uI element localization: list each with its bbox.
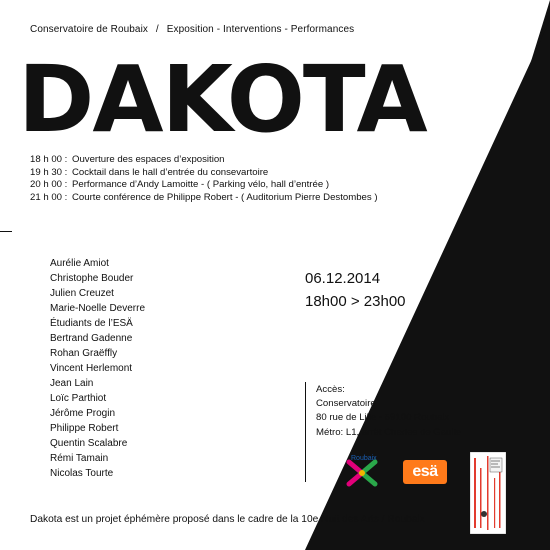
roubaix-logo-text: Roubaix bbox=[351, 455, 377, 462]
list-item: Jean Lain bbox=[50, 378, 94, 389]
esa-logo: esä bbox=[403, 460, 447, 484]
footer-note: Dakota est un projet éphémère proposé dans le cadre de la 10e Nuit des Arts / Roubaix bbox=[30, 514, 425, 525]
list-item: Nicolas Tourte bbox=[50, 468, 114, 479]
access-label: Accès: bbox=[316, 384, 345, 395]
list-item: Jérôme Progin bbox=[50, 408, 116, 419]
list-item: Bertrand Gadenne bbox=[50, 333, 133, 344]
nuit-des-arts-poster-icon bbox=[470, 452, 506, 534]
list-item: Loïc Parthiot bbox=[50, 393, 107, 404]
list-item: Étudiants de l’ESÄ bbox=[50, 318, 133, 329]
artist-list bbox=[50, 256, 145, 481]
list-item: Vincent Herlemont bbox=[50, 363, 133, 374]
access-place: Conservatoire bbox=[316, 398, 376, 410]
schedule-time: 18 h 00 : bbox=[30, 154, 68, 165]
schedule-text: Ouverture des espaces d’exposition bbox=[72, 154, 225, 165]
access-info bbox=[316, 383, 461, 440]
list-item: Quentin Scalabre bbox=[50, 438, 128, 449]
program-text: Exposition - Interventions - Performances bbox=[166, 24, 355, 35]
divider bbox=[305, 382, 306, 482]
schedule-item bbox=[30, 154, 378, 167]
event-date: 06.12.2014 bbox=[305, 270, 381, 287]
schedule-item bbox=[30, 179, 378, 192]
schedule-time: 21 h 00 : bbox=[30, 191, 68, 203]
list-item: Rohan Graëffly bbox=[50, 348, 118, 359]
schedule-text: Cocktail dans le hall d’entrée du consevartoire bbox=[72, 166, 269, 178]
list-item: Christophe Bouder bbox=[50, 273, 134, 284]
access-address: 80 rue de Lille - 59100 Roubaix bbox=[316, 412, 450, 424]
list-item: Marie-Noelle Deverre bbox=[50, 303, 146, 314]
list-item: Rémi Tamain bbox=[50, 453, 109, 464]
access-metro: Métro: L1, arrêt Charles de Gaulle bbox=[316, 426, 462, 438]
venue-name: Conservatoire de Roubaix bbox=[30, 24, 149, 35]
header-line bbox=[30, 24, 354, 35]
header-separator: / bbox=[155, 24, 159, 35]
roubaix-logo bbox=[345, 456, 379, 490]
schedule-time: 19 h 30 : bbox=[30, 166, 68, 178]
schedule-item bbox=[30, 167, 378, 180]
page-title: DAKOTA bbox=[18, 46, 426, 153]
schedule-text: Performance d’Andy Lamoitte - ( Parking vélo, hall d’entrée ) bbox=[72, 179, 330, 191]
event-hours: 18h00 > 23h00 bbox=[305, 293, 406, 310]
schedule-text: Courte conférence de Philippe Robert - ( Auditorium Pierre Destombes ) bbox=[72, 191, 378, 203]
list-item: Julien Creuzet bbox=[50, 288, 114, 299]
event-date-block bbox=[305, 267, 406, 313]
schedule-time: 20 h 00 : bbox=[30, 179, 68, 191]
list-item: Philippe Robert bbox=[50, 423, 119, 434]
schedule-list bbox=[30, 154, 378, 204]
left-tick-mark bbox=[0, 231, 12, 232]
schedule-item bbox=[30, 192, 378, 205]
list-item: Aurélie Amiot bbox=[50, 258, 109, 269]
